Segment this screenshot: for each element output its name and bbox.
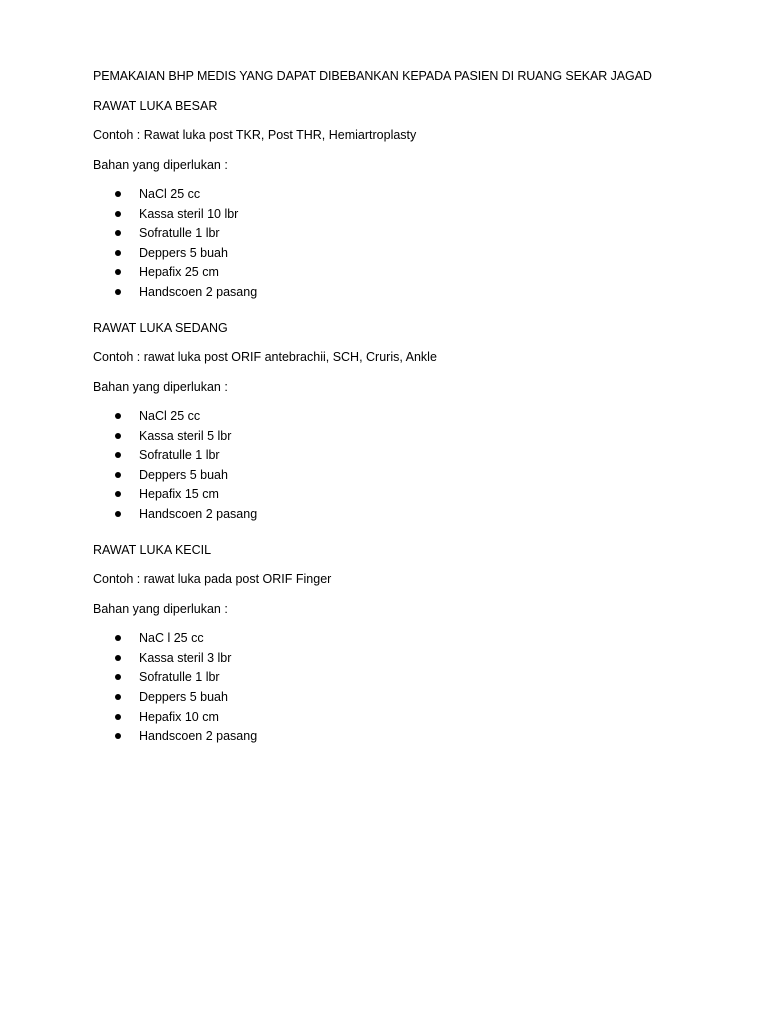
bullet-icon bbox=[115, 511, 121, 517]
list-item bbox=[93, 691, 713, 711]
example-text: Contoh : rawat luka pada post ORIF Finger bbox=[93, 572, 332, 587]
bullet-icon bbox=[115, 733, 121, 739]
bullet-icon bbox=[115, 433, 121, 439]
list-item-text: Hepafix 10 cm bbox=[139, 709, 219, 724]
list-item-text: Deppers 5 buah bbox=[139, 689, 228, 704]
bullet-icon bbox=[115, 250, 121, 256]
list-item-text: Handscoen 2 pasang bbox=[139, 284, 258, 299]
list-item bbox=[93, 730, 713, 750]
bullet-icon bbox=[115, 289, 121, 295]
materials-label: Bahan yang diperlukan : bbox=[93, 157, 228, 172]
materials-list bbox=[93, 410, 713, 528]
list-item-text: NaCl 25 cc bbox=[139, 409, 201, 424]
list-item bbox=[93, 188, 713, 208]
bullet-icon bbox=[115, 635, 121, 641]
list-item bbox=[93, 711, 713, 731]
section-heading: RAWAT LUKA BESAR bbox=[93, 98, 218, 113]
section-heading: RAWAT LUKA SEDANG bbox=[93, 320, 228, 335]
list-item-text: Sofratulle 1 lbr bbox=[139, 226, 220, 241]
list-item bbox=[93, 632, 713, 652]
bullet-icon bbox=[115, 413, 121, 419]
list-item-text: Hepafix 25 cm bbox=[139, 265, 219, 280]
section-rawat-luka-sedang bbox=[93, 322, 713, 528]
document-title: PEMAKAIAN BHP MEDIS YANG DAPAT DIBEBANKAN KEPADA PASIEN DI RUANG SEKAR JAGAD bbox=[93, 69, 652, 83]
bullet-icon bbox=[115, 674, 121, 680]
bullet-icon bbox=[115, 211, 121, 217]
materials-label: Bahan yang diperlukan : bbox=[93, 379, 228, 394]
list-item-text: Kassa steril 10 lbr bbox=[139, 206, 239, 221]
bullet-icon bbox=[115, 191, 121, 197]
list-item-text: Hepafix 15 cm bbox=[139, 487, 219, 502]
list-item-text: NaCl 25 cc bbox=[139, 187, 201, 201]
document-body bbox=[93, 70, 713, 766]
list-item-text: Deppers 5 buah bbox=[139, 245, 228, 260]
example-text: Contoh : Rawat luka post TKR, Post THR, Hemiartroplasty bbox=[93, 128, 417, 142]
list-item bbox=[93, 449, 713, 469]
list-item bbox=[93, 266, 713, 286]
list-item bbox=[93, 652, 713, 672]
bullet-icon bbox=[115, 714, 121, 720]
list-item bbox=[93, 469, 713, 489]
bullet-icon bbox=[115, 472, 121, 478]
list-item bbox=[93, 508, 713, 528]
bullet-icon bbox=[115, 230, 121, 236]
bullet-icon bbox=[115, 491, 121, 497]
bullet-icon bbox=[115, 269, 121, 275]
section-heading: RAWAT LUKA KECIL bbox=[93, 542, 212, 557]
list-item-text: Deppers 5 buah bbox=[139, 467, 228, 482]
list-item bbox=[93, 286, 713, 306]
list-item-text: Handscoen 2 pasang bbox=[139, 729, 258, 744]
section-rawat-luka-besar bbox=[93, 100, 713, 306]
list-item bbox=[93, 671, 713, 691]
bullet-icon bbox=[115, 452, 121, 458]
list-item-text: Kassa steril 3 lbr bbox=[139, 650, 232, 665]
list-item bbox=[93, 430, 713, 450]
list-item bbox=[93, 410, 713, 430]
list-item bbox=[93, 247, 713, 267]
example-text: Contoh : rawat luka post ORIF antebrachii, SCH, Cruris, Ankle bbox=[93, 350, 437, 365]
list-item bbox=[93, 488, 713, 508]
materials-label: Bahan yang diperlukan : bbox=[93, 601, 228, 616]
list-item-text: Sofratulle 1 lbr bbox=[139, 670, 220, 685]
list-item-text: NaC l 25 cc bbox=[139, 631, 204, 646]
list-item-text: Handscoen 2 pasang bbox=[139, 507, 258, 522]
list-item bbox=[93, 208, 713, 228]
bullet-icon bbox=[115, 694, 121, 700]
bullet-icon bbox=[115, 655, 121, 661]
materials-list bbox=[93, 632, 713, 750]
list-item bbox=[93, 227, 713, 247]
list-item-text: Kassa steril 5 lbr bbox=[139, 428, 232, 443]
section-rawat-luka-kecil bbox=[93, 544, 713, 750]
list-item-text: Sofratulle 1 lbr bbox=[139, 448, 220, 463]
materials-list bbox=[93, 188, 713, 306]
